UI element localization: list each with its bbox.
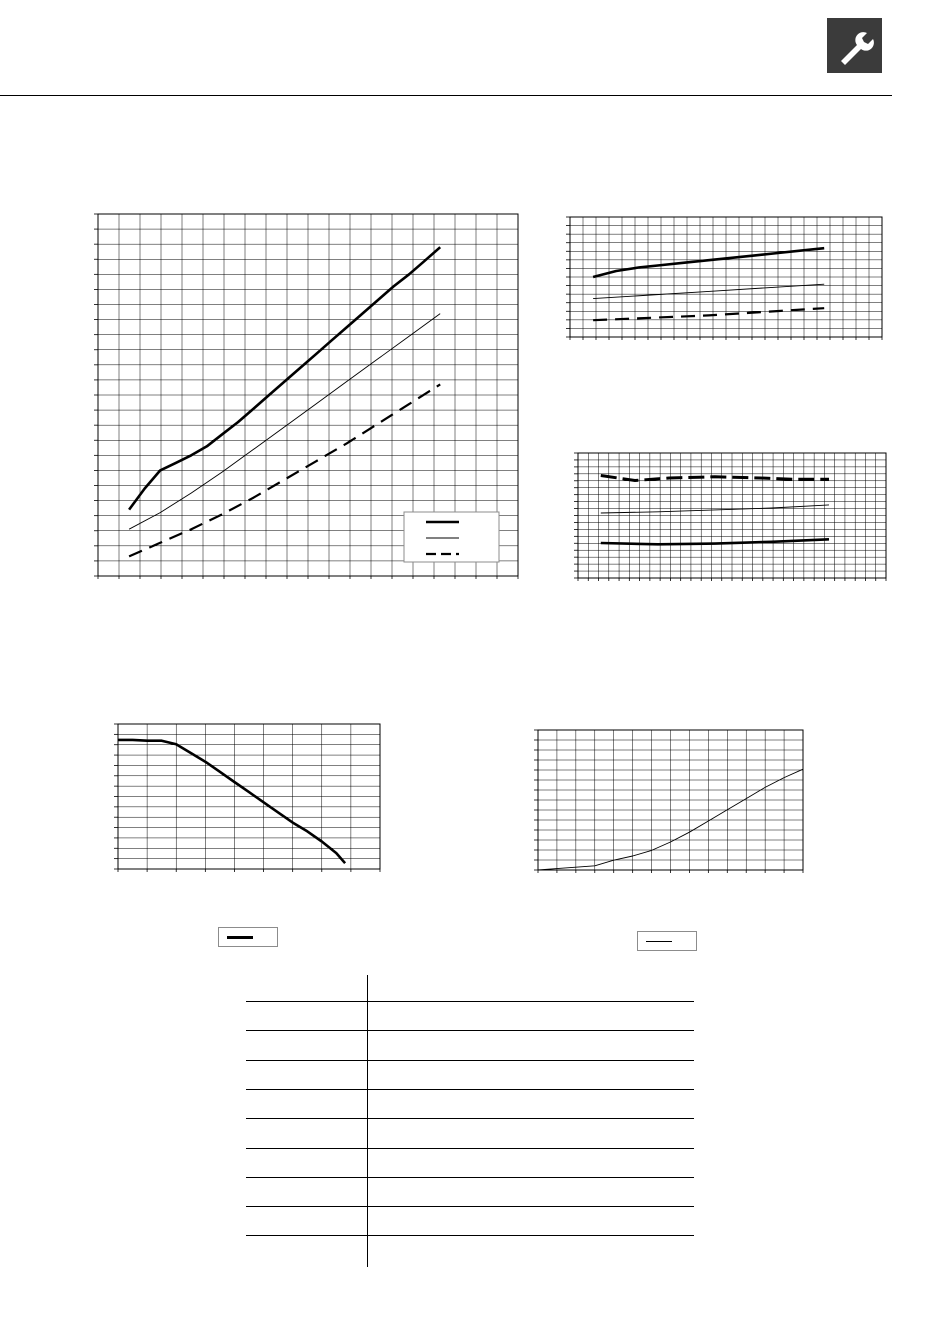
spec-table — [246, 975, 694, 1267]
chart-bottom-left — [112, 720, 387, 875]
header-divider — [0, 95, 892, 96]
legend-bottom-right — [637, 931, 697, 951]
legend-swatch-thin — [646, 941, 672, 942]
table-row — [246, 1030, 694, 1060]
chart-top-right — [565, 212, 885, 342]
legend-box — [404, 512, 499, 562]
table-row — [246, 1089, 694, 1119]
legend-swatch-thick — [227, 936, 253, 939]
wrench-icon — [827, 18, 882, 73]
section-badge — [827, 18, 882, 73]
chart-mid-right — [573, 448, 889, 583]
chart-bottom-right — [533, 726, 808, 874]
table-row — [246, 1177, 694, 1207]
table-row — [246, 1206, 694, 1236]
table-row — [246, 1148, 694, 1178]
table-row — [246, 1235, 694, 1265]
legend-bottom-left — [218, 927, 278, 947]
chart-main — [92, 212, 522, 584]
table-row — [246, 1001, 694, 1031]
table-row — [246, 1060, 694, 1090]
table-row — [246, 1118, 694, 1148]
